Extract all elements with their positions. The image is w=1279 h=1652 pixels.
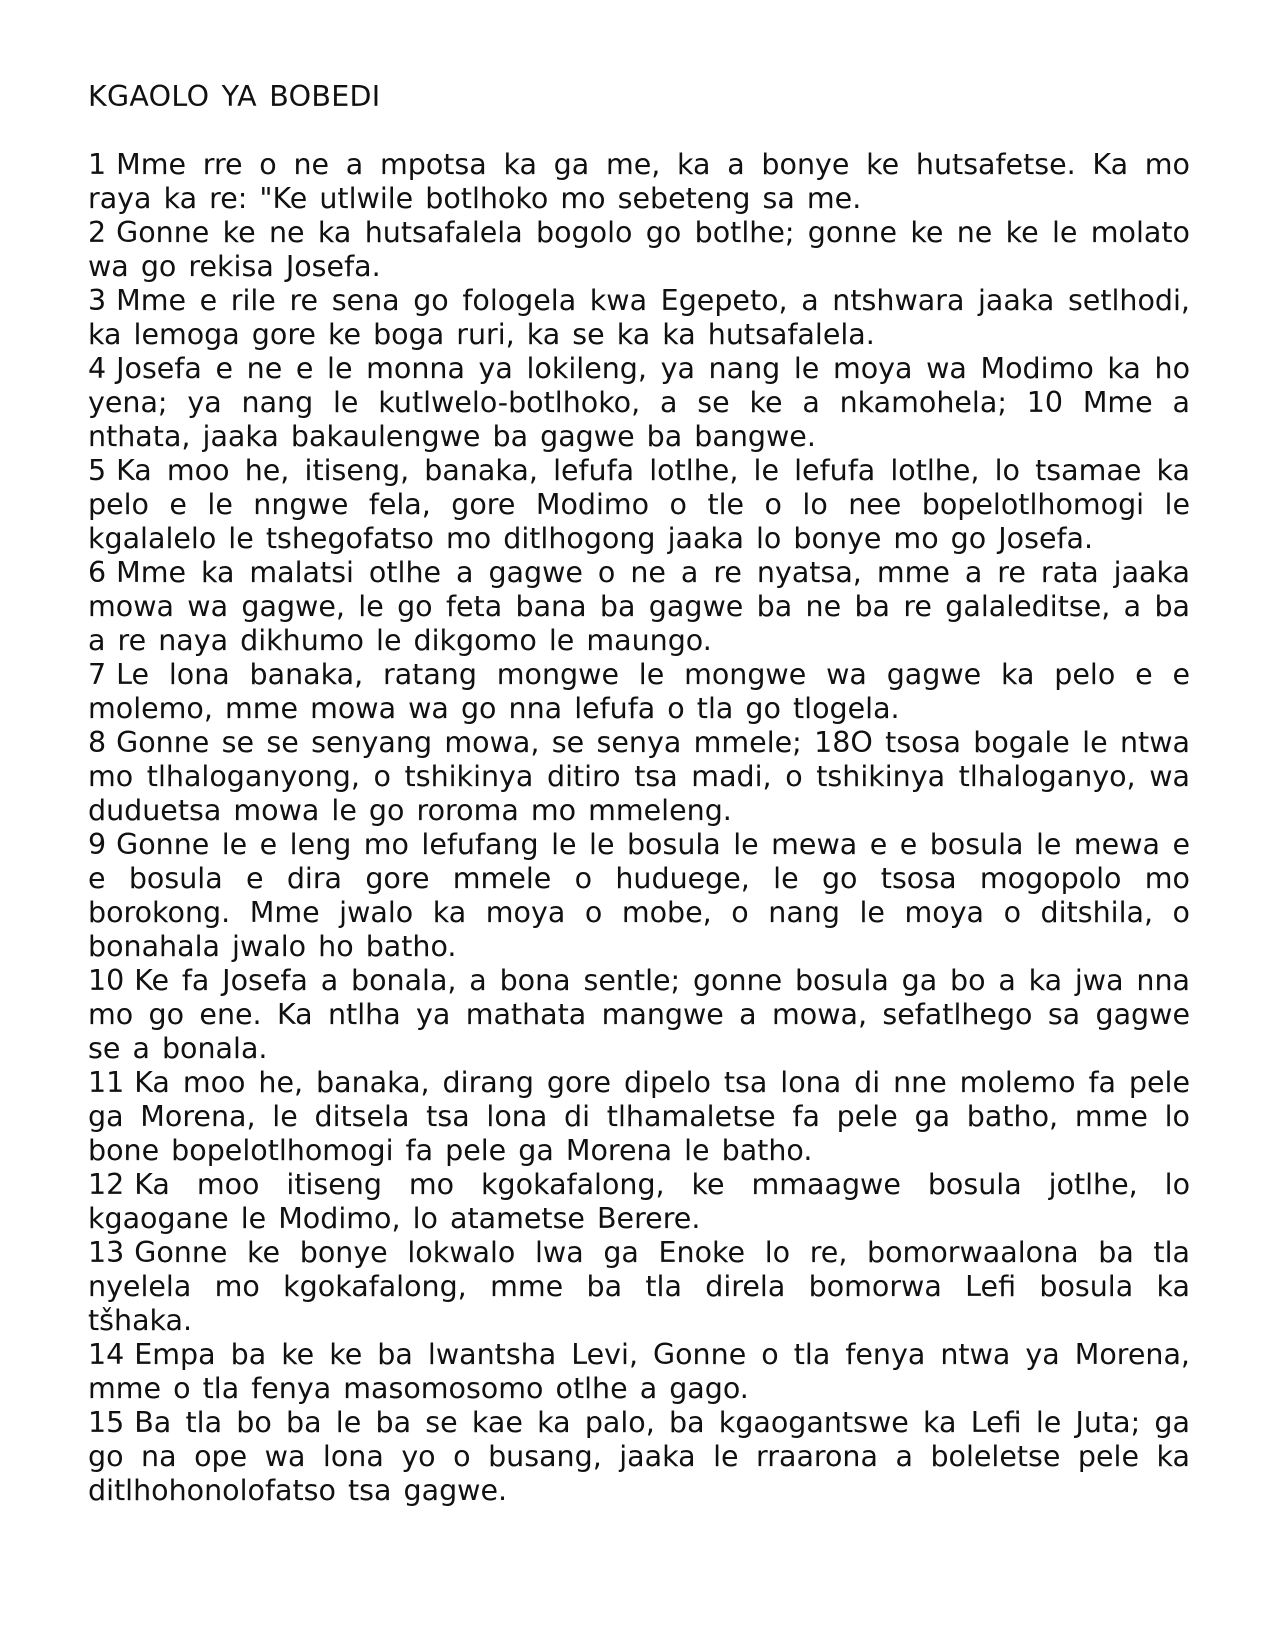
verse	[88, 148, 1190, 216]
verse	[88, 216, 1190, 284]
verse-number: 14	[88, 1338, 125, 1371]
verse-number: 5	[88, 454, 107, 487]
verse	[88, 556, 1190, 658]
verse-text: Le lona banaka, ratang mongwe le mongwe wa gagwe ka pelo e e molemo, mme mowa wa go nna lefufa o tla go tlogela.	[88, 658, 1190, 725]
verse	[88, 828, 1190, 964]
verse-number: 1	[88, 148, 107, 181]
verse-number: 10	[88, 964, 125, 997]
verse	[88, 1168, 1190, 1236]
verse-number: 7	[88, 658, 107, 691]
verse-number: 6	[88, 556, 107, 589]
verse	[88, 658, 1190, 726]
verse-text: Josefa e ne e le monna ya lokileng, ya nang le moya wa Modimo ka ho yena; ya nang le kutlwelo-botlhoko, a se ke a nkamohela; 10 Mme a nthata, jaaka bakaulengwe ba gagwe ba bangwe.	[88, 352, 1190, 453]
verse-text: Gonne se se senyang mowa, se senya mmele; 18O tsosa bogale le ntwa mo tlhaloganyong, o tshikinya ditiro tsa madi, o tshikinya tlhaloganyo, wa duduetsa mowa le go roroma mo mmeleng.	[88, 726, 1190, 827]
verse	[88, 1066, 1190, 1168]
verse	[88, 726, 1190, 828]
verse-number: 15	[88, 1406, 125, 1439]
verse-text: Gonne ke ne ka hutsafalela bogolo go botlhe; gonne ke ne ke le molato wa go rekisa Josefa.	[88, 216, 1190, 283]
verse	[88, 964, 1190, 1066]
verse-number: 11	[88, 1066, 125, 1099]
verse-text: Ka moo he, banaka, dirang gore dipelo tsa lona di nne molemo fa pele ga Morena, le ditsela tsa lona di tlhamaletse fa pele ga batho, mme lo bone bopelotlhomogi fa pele ga Morena le batho.	[88, 1066, 1190, 1167]
verse-number: 4	[88, 352, 107, 385]
verse-text: Empa ba ke ke ba lwantsha Levi, Gonne o tla fenya ntwa ya Morena, mme o tla fenya masomosomo otlhe a gago.	[88, 1338, 1190, 1405]
verse-number: 9	[88, 828, 107, 861]
verse-text: Gonne ke bonye lokwalo lwa ga Enoke lo re, bomorwaalona ba tla nyelela mo kgokafalong, mme ba tla direla bomorwa Lefi bosula ka tšhaka.	[88, 1236, 1190, 1337]
verse-text: Ke fa Josefa a bonala, a bona sentle; gonne bosula ga bo a ka jwa nna mo go ene. Ka ntlha ya mathata mangwe a mowa, sefatlhego sa gagwe se a bonala.	[88, 964, 1190, 1065]
verse	[88, 284, 1190, 352]
verse-text: Ka moo itiseng mo kgokafalong, ke mmaagwe bosula jotlhe, lo kgaogane le Modimo, lo atametse Berere.	[88, 1168, 1190, 1235]
chapter-title: KGAOLO YA BOBEDI	[88, 80, 381, 113]
document-page	[88, 80, 1190, 1508]
verse-text: Ba tla bo ba le ba se kae ka palo, ba kgaogantswe ka Lefi le Juta; ga go na ope wa lona yo o busang, jaaka le rraarona a boleletse pele ka ditlhohonolofatso tsa gagwe.	[88, 1406, 1190, 1507]
verse	[88, 1338, 1190, 1406]
verse-text: Gonne le e leng mo lefufang le le bosula le mewa e e bosula le mewa e e bosula e dira gore mmele o huduege, le go tsosa mogopolo mo borokong. Mme jwalo ka moya o mobe, o nang le moya o ditshila, o bonahala jwalo ho batho.	[88, 828, 1190, 963]
verse-text: Ka moo he, itiseng, banaka, lefufa lotlhe, le lefufa lotlhe, lo tsamae ka pelo e le nngwe fela, gore Modimo o tle o lo nee bopelotlhomogi le kgalalelo le tshegofatso mo ditlhogong jaaka lo bonye mo go Josefa.	[88, 454, 1190, 555]
verse-number: 13	[88, 1236, 125, 1269]
verse-number: 3	[88, 284, 107, 317]
verse-text: Mme ka malatsi otlhe a gagwe o ne a re nyatsa, mme a re rata jaaka mowa wa gagwe, le go feta bana ba gagwe ba ne ba re galaleditse, a ba a re naya dikhumo le dikgomo le maungo.	[88, 556, 1190, 657]
verse-text: Mme rre o ne a mpotsa ka ga me, ka a bonye ke hutsafetse. Ka mo raya ka re: "Ke utlwile botlhoko mo sebeteng sa me.	[88, 148, 1190, 215]
verse	[88, 1236, 1190, 1338]
verse	[88, 352, 1190, 454]
verse-text: Mme e rile re sena go fologela kwa Egepeto, a ntshwara jaaka setlhodi, ka lemoga gore ke boga ruri, ka se ka ka hutsafalela.	[88, 284, 1190, 351]
verse	[88, 454, 1190, 556]
verse-number: 8	[88, 726, 107, 759]
verse-number: 12	[88, 1168, 125, 1201]
verse	[88, 1406, 1190, 1508]
verse-number: 2	[88, 216, 107, 249]
